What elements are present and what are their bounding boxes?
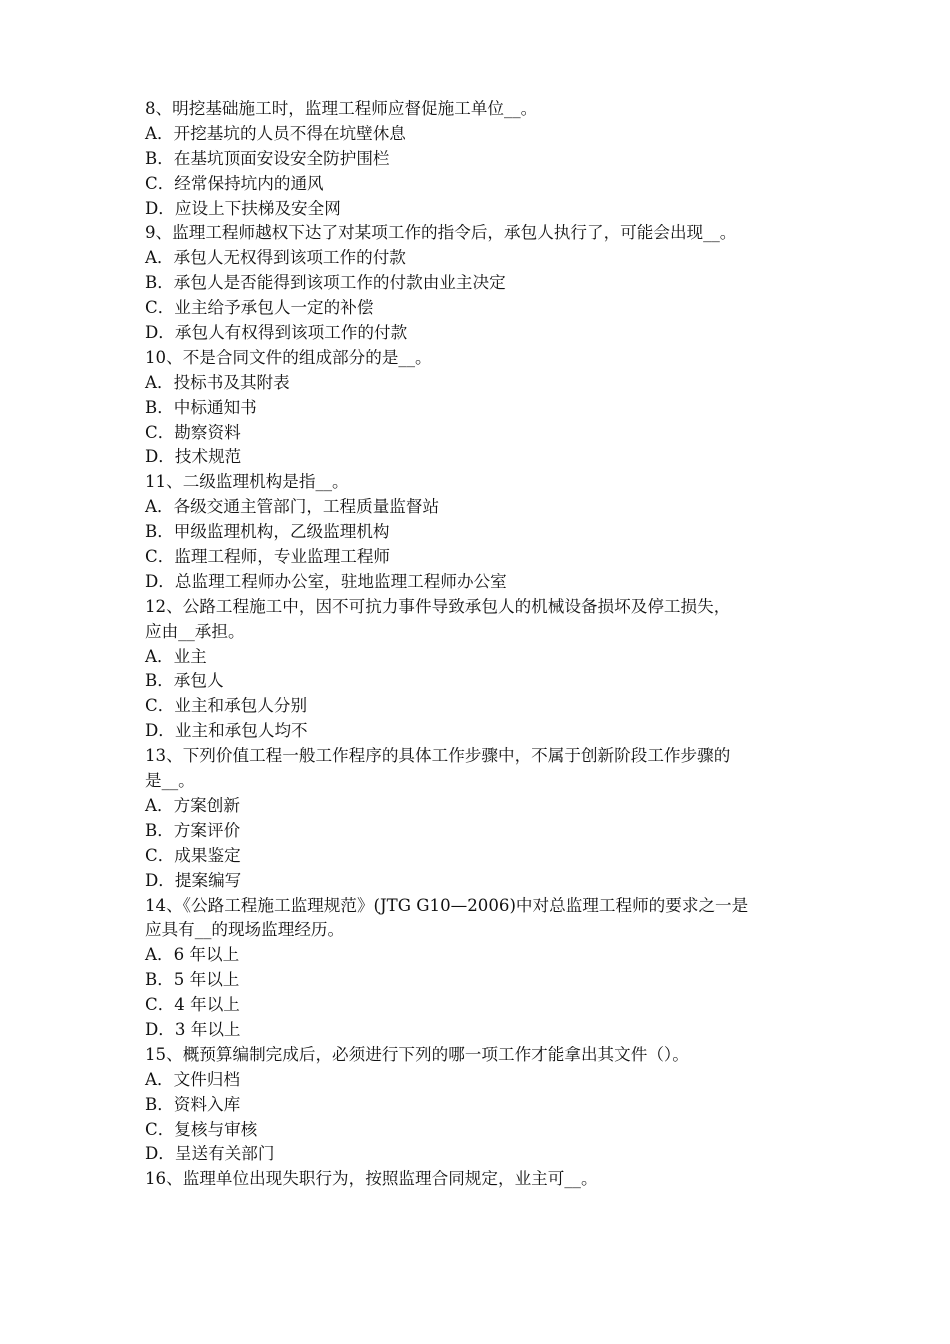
- question-10-stem: 10、不是合同文件的组成部分的是__。: [145, 347, 432, 367]
- question-14-option-c: C．4 年以上: [145, 995, 240, 1015]
- question-12-stem: 12、公路工程施工中，因不可抗力事件导致承包人的机械设备损坏及停工损失，: [145, 596, 731, 616]
- question-15-stem: 15、概预算编制完成后，必须进行下列的哪一项工作才能拿出其文件（）。: [145, 1044, 689, 1064]
- question-14-stem: 14、《公路工程施工监理规范》(JTG G10—2006)中对总监理工程师的要求之一是: [145, 895, 749, 915]
- question-10-option-b: B．中标通知书: [145, 397, 257, 417]
- question-15-option-c: C．复核与审核: [145, 1119, 258, 1139]
- question-9-stem: 9、监理工程师越权下达了对某项工作的指令后，承包人执行了，可能会出现__。: [145, 223, 737, 243]
- question-10-option-c: C．勘察资料: [145, 422, 241, 442]
- question-8-option-a: A．开挖基坑的人员不得在坑壁休息: [145, 123, 406, 143]
- question-9-option-c: C．业主给予承包人一定的补偿: [145, 298, 374, 318]
- question-15-option-b: B．资料入库: [145, 1094, 241, 1114]
- document-body: [145, 97, 815, 1192]
- question-11-option-a: A．各级交通主管部门，工程质量监督站: [145, 497, 440, 517]
- question-14-stem-cont: 应具有__的现场监理经历。: [145, 920, 345, 940]
- question-12-option-c: C．业主和承包人分别: [145, 696, 308, 716]
- question-13-option-c: C．成果鉴定: [145, 845, 241, 865]
- question-13-option-b: B．方案评价: [145, 820, 241, 840]
- question-14-option-b: B．5 年以上: [145, 970, 240, 990]
- question-11-option-b: B．甲级监理机构，乙级监理机构: [145, 522, 390, 542]
- question-13-option-d: D．提案编写: [145, 870, 242, 890]
- question-15-option-a: A．文件归档: [145, 1069, 240, 1089]
- question-14-option-d: D．3 年以上: [145, 1019, 241, 1039]
- question-10-option-a: A．投标书及其附表: [145, 372, 290, 392]
- question-9-option-b: B．承包人是否能得到该项工作的付款由业主决定: [145, 273, 506, 293]
- question-15-option-d: D．呈送有关部门: [145, 1144, 275, 1164]
- question-8-stem: 8、明挖基础施工时，监理工程师应督促施工单位__。: [145, 99, 538, 118]
- question-11-stem: 11、二级监理机构是指__。: [145, 472, 349, 492]
- question-12-option-b: B．承包人: [145, 671, 224, 691]
- question-8-option-b: B．在基坑顶面安设安全防护围栏: [145, 148, 390, 168]
- question-12-option-d: D．业主和承包人均不: [145, 721, 308, 741]
- question-13-stem: 13、下列价值工程一般工作程序的具体工作步骤中，不属于创新阶段工作步骤的: [145, 746, 731, 766]
- question-9-option-d: D．承包人有权得到该项工作的付款: [145, 323, 408, 343]
- question-8-option-c: C．经常保持坑内的通风: [145, 173, 324, 193]
- question-9-option-a: A．承包人无权得到该项工作的付款: [145, 248, 406, 268]
- question-13-option-a: A．方案创新: [145, 795, 240, 815]
- question-16-stem: 16、监理单位出现失职行为，按照监理合同规定，业主可__。: [145, 1169, 598, 1189]
- question-10-option-d: D．技术规范: [145, 447, 242, 467]
- question-12-stem-cont: 应由__承担。: [145, 621, 245, 641]
- question-11-option-d: D．总监理工程师办公室，驻地监理工程师办公室: [145, 571, 507, 591]
- question-12-option-a: A．业主: [145, 646, 207, 666]
- question-8-option-d: D．应设上下扶梯及安全网: [145, 198, 341, 218]
- question-13-stem-cont: 是__。: [145, 771, 195, 791]
- question-11-option-c: C．监理工程师，专业监理工程师: [145, 547, 391, 567]
- question-14-option-a: A．6 年以上: [145, 945, 240, 965]
